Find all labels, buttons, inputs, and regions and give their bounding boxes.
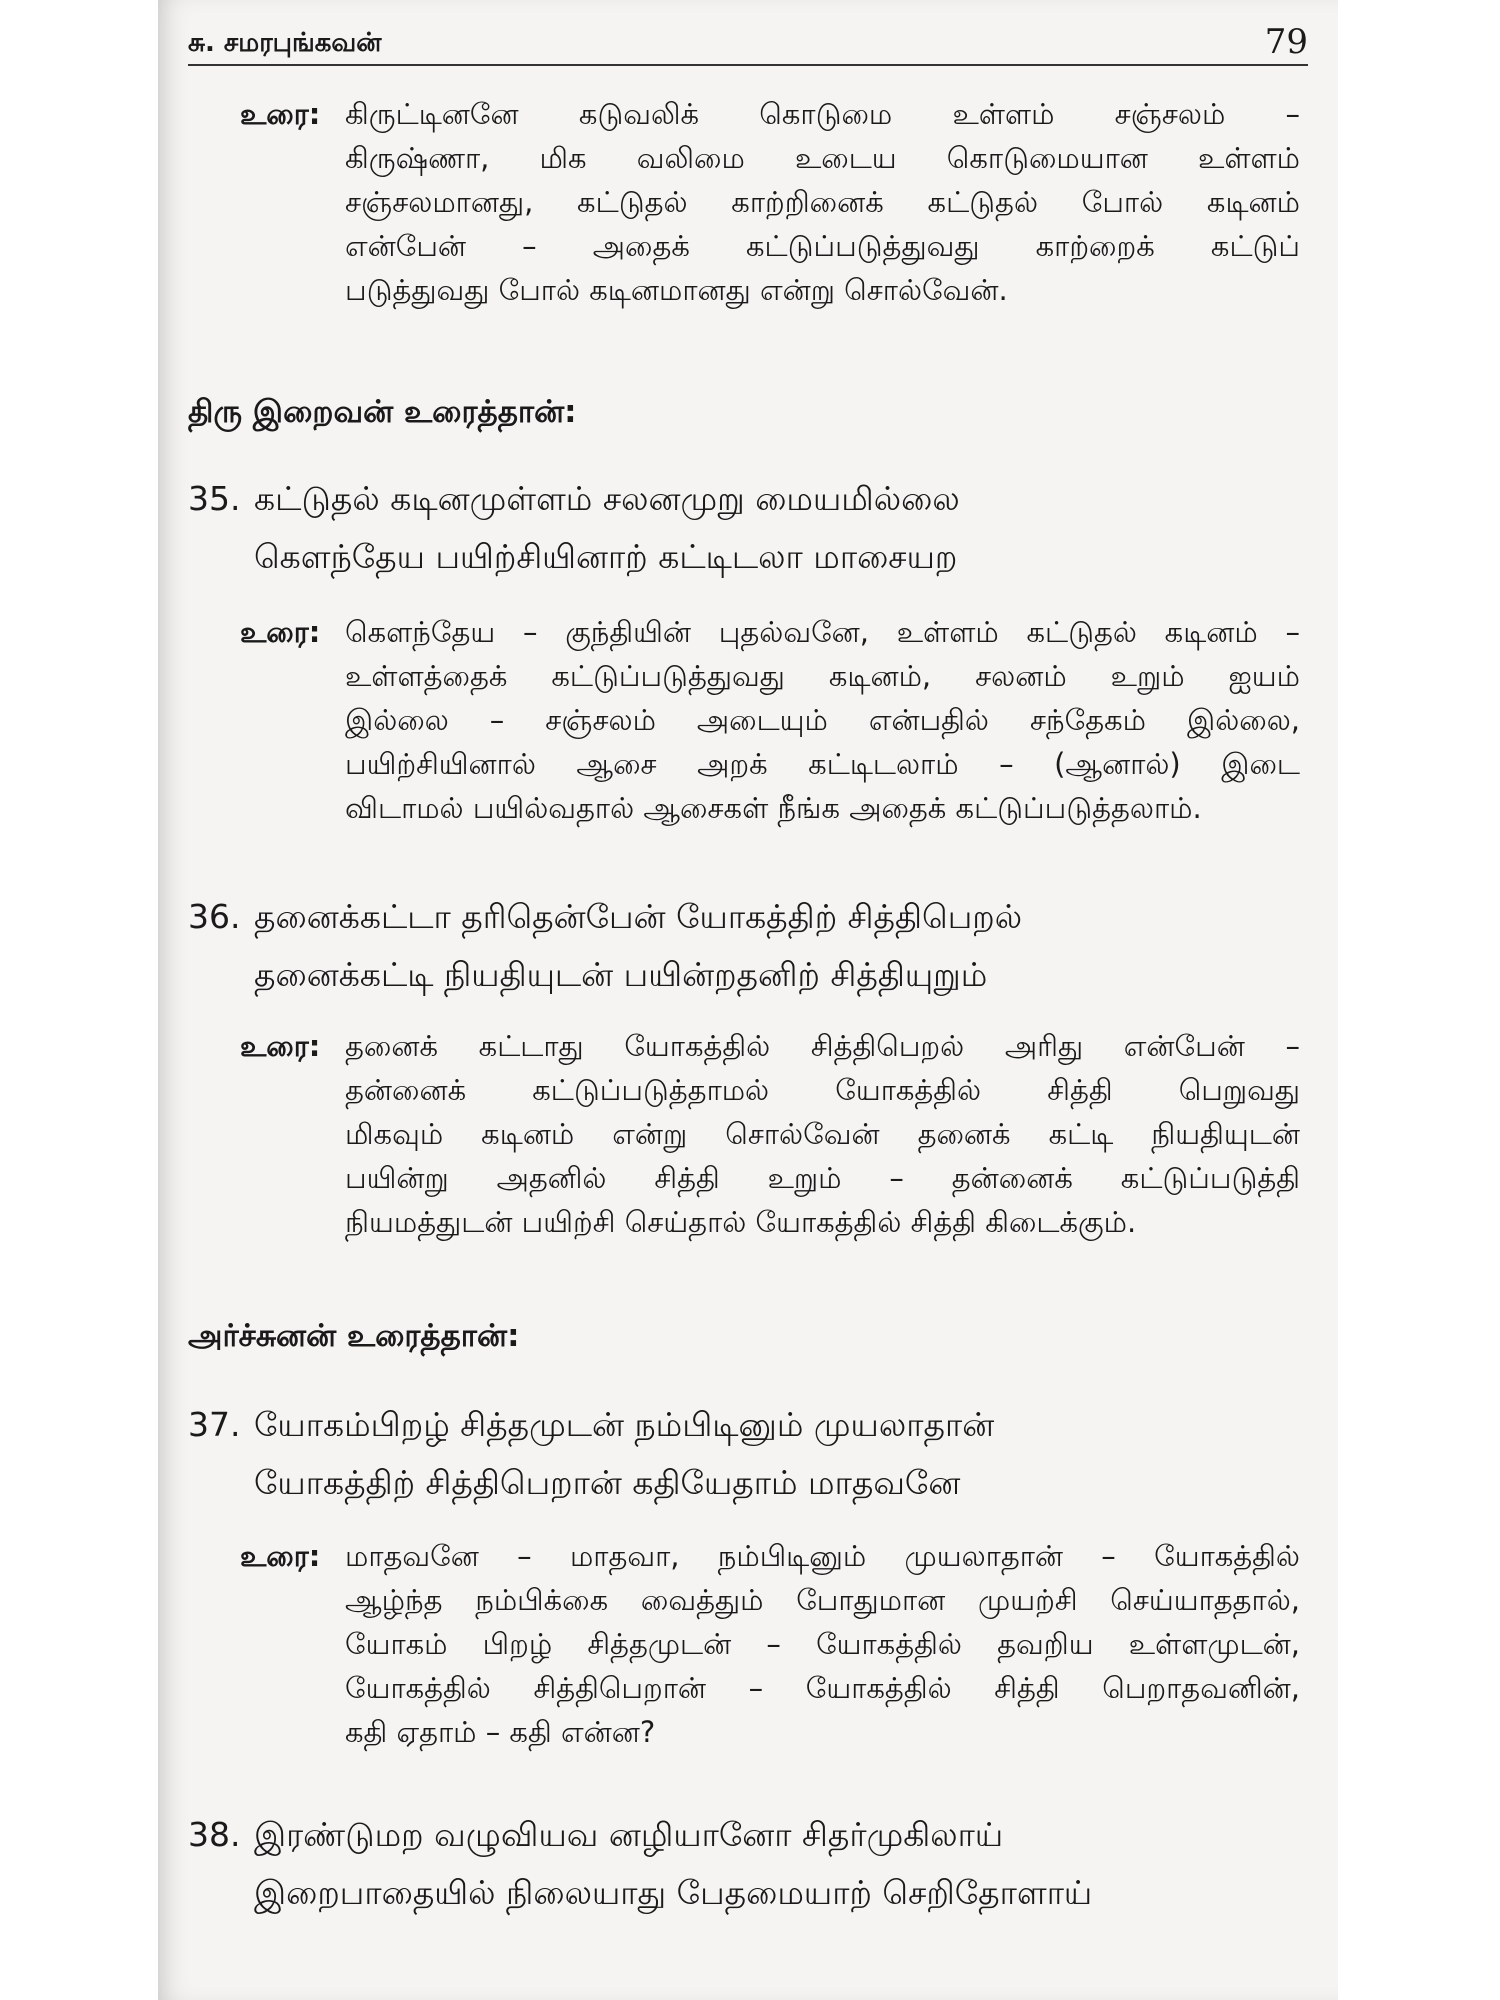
commentary-line: என்பேன் – அதைக் கட்டுப்படுத்துவது காற்றைக் கட்டுப் xyxy=(345,229,1300,263)
verse-number: 36. xyxy=(188,897,241,936)
commentary-line: யோகம் பிறழ் சித்தமுடன் – யோகத்தில் தவறிய உள்ளமுடன், xyxy=(345,1627,1300,1661)
verse-line: யோகம்பிறழ் சித்தமுடன் நம்பிடினும் முயலாதான் xyxy=(254,1405,995,1444)
commentary-label: உரை: xyxy=(240,1029,321,1063)
verse-number: 35. xyxy=(188,479,241,518)
commentary-35 xyxy=(240,610,1300,830)
commentary-line: படுத்துவது போல் கடினமானது என்று சொல்வேன். xyxy=(345,273,1008,307)
commentary-line: மாதவனே – மாதவா, நம்பிடினும் முயலாதான் – யோகத்தில் xyxy=(345,1539,1300,1573)
section-heading: அர்ச்சுனன் உரைத்தான்: xyxy=(188,1318,520,1354)
verse-37 xyxy=(188,1396,1308,1512)
verse-line: கௌந்தேய பயிற்சியினாற் கட்டிடலா மாசையற xyxy=(254,537,958,576)
verse-line: இறைபாதையில் நிலையாது பேதமையாற் செறிதோளாய் xyxy=(254,1873,1093,1912)
commentary-line: விடாமல் பயில்வதால் ஆசைகள் நீங்க அதைக் கட்டுப்படுத்தலாம். xyxy=(345,791,1202,825)
commentary-line: யோகத்தில் சித்திபெறான் – யோகத்தில் சித்தி பெறாதவனின், xyxy=(345,1671,1300,1705)
commentary-line: ஆழ்ந்த நம்பிக்கை வைத்தும் போதுமான முயற்சி செய்யாததால், xyxy=(345,1583,1300,1617)
verse-number: 38. xyxy=(188,1815,241,1854)
commentary-line: மிகவும் கடினம் என்று சொல்வேன் தனைக் கட்டி நியதியுடன் xyxy=(345,1117,1300,1151)
commentary-line: கிருட்டினனே கடுவலிக் கொடுமை உள்ளம் சஞ்சலம் – xyxy=(345,97,1300,131)
commentary-line: இல்லை – சஞ்சலம் அடையும் என்பதில் சந்தேகம் இல்லை, xyxy=(345,703,1300,737)
verse-line: தனைக்கட்டா தரிதென்பேன் யோகத்திற் சித்திபெறல் xyxy=(254,897,1023,936)
running-header xyxy=(188,22,1308,62)
verse-36 xyxy=(188,888,1308,1004)
commentary-line: கதி ஏதாம் – கதி என்ன? xyxy=(345,1715,656,1749)
verse-38 xyxy=(188,1806,1308,1922)
commentary-line: பயிற்சியினால் ஆசை அறக் கட்டிடலாம் – (ஆனால்) இடை xyxy=(345,747,1300,781)
section-heading: திரு இறைவன் உரைத்தான்: xyxy=(188,394,577,430)
commentary-label: உரை: xyxy=(240,1539,321,1573)
commentary-line: பயின்று அதனில் சித்தி உறும் – தன்னைக் கட்டுப்படுத்தி xyxy=(345,1161,1300,1195)
commentary-37 xyxy=(240,1534,1300,1754)
verse-35 xyxy=(188,470,1308,586)
commentary-label: உரை: xyxy=(240,97,321,131)
header-rule xyxy=(188,64,1308,66)
commentary-line: சஞ்சலமானது, கட்டுதல் காற்றினைக் கட்டுதல் போல் கடினம் xyxy=(345,185,1300,219)
commentary-line: தன்னைக் கட்டுப்படுத்தாமல் யோகத்தில் சித்தி பெறுவது xyxy=(345,1073,1300,1107)
commentary-line: கௌந்தேய – குந்தியின் புதல்வனே, உள்ளம் கட்டுதல் கடினம் – xyxy=(345,615,1300,649)
verse-line: யோகத்திற் சித்திபெறான் கதியேதாம் மாதவனே xyxy=(254,1463,961,1502)
verse-line: கட்டுதல் கடினமுள்ளம் சலனமுறு மையமில்லை xyxy=(254,479,960,518)
commentary-line: தனைக் கட்டாது யோகத்தில் சித்திபெறல் அரிது என்பேன் – xyxy=(345,1029,1300,1063)
verse-line: இரண்டுமற வழுவியவ னழியானோ சிதர்முகிலாய் xyxy=(254,1815,1004,1854)
commentary-34 xyxy=(240,92,1300,312)
commentary-line: கிருஷ்ணா, மிக வலிமை உடைய கொடுமையான உள்ளம் xyxy=(345,141,1300,175)
commentary-label: உரை: xyxy=(240,615,321,649)
header-author: சு. சமரபுங்கவன் xyxy=(188,28,382,58)
commentary-line: உள்ளத்தைக் கட்டுப்படுத்துவது கடினம், சலனம் உறும் ஐயம் xyxy=(345,659,1300,693)
verse-line: தனைக்கட்டி நியதியுடன் பயின்றதனிற் சித்தியுறும் xyxy=(254,955,988,994)
commentary-line: நியமத்துடன் பயிற்சி செய்தால் யோகத்தில் சித்தி கிடைக்கும். xyxy=(345,1205,1137,1239)
page-number: 79 xyxy=(1264,22,1308,62)
commentary-36 xyxy=(240,1024,1300,1244)
verse-number: 37. xyxy=(188,1405,241,1444)
